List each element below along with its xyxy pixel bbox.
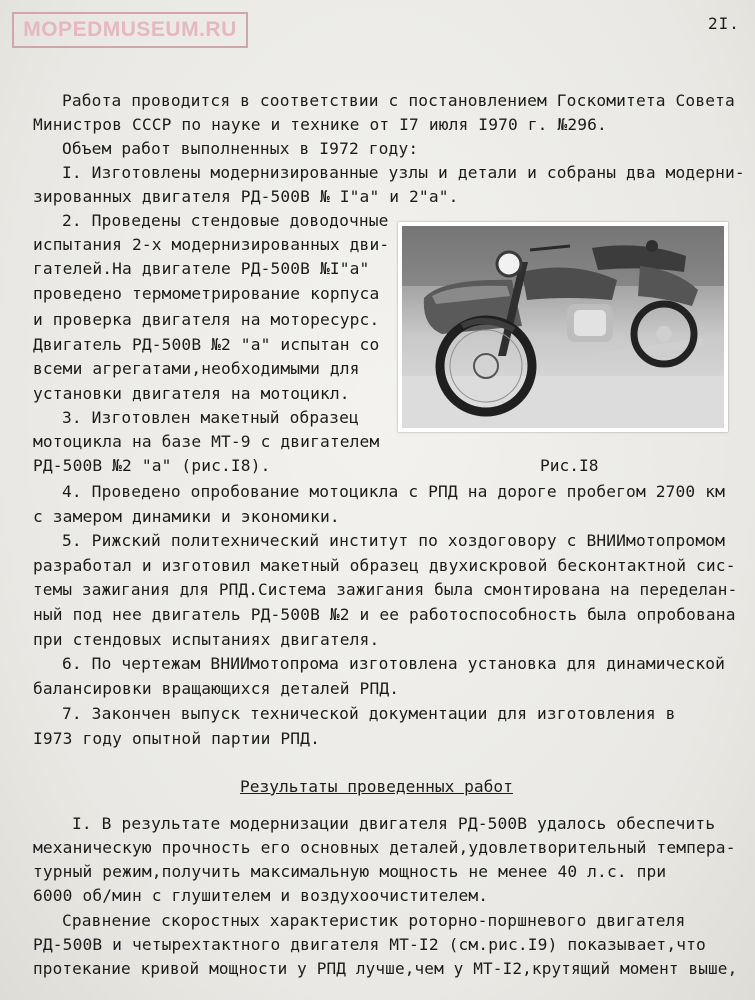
text-line: мотоцикла на базе МТ-9 с двигателем (33, 432, 380, 451)
motorcycle-sidecar-image (402, 226, 724, 428)
watermark-logo: MOPEDMUSEUM.RU (12, 12, 248, 48)
text-line: при стендовых испытаниях двигателя. (33, 630, 380, 649)
text-line: протекание кривой мощности у РПД лучше,чем у МТ-I2,крутящий момент выше, (33, 959, 738, 978)
text-line: разработал и изготовил макетный образец двухискровой бесконтактной сис- (33, 556, 736, 575)
text-line: Сравнение скоростных характеристик роторно-поршневого двигателя (62, 911, 686, 930)
text-line: 5. Рижский политехнический институт по хоздоговору с ВНИИмотопромом (62, 531, 726, 550)
text-line: Министров СССР по науке и технике от I7 июля I970 г. №296. (33, 115, 607, 134)
text-line: 7. Закончен выпуск технической документации для изготовления в (62, 704, 676, 723)
text-line: балансировки вращающихся деталей РПД. (33, 679, 400, 698)
text-line: 6. По чертежам ВНИИмотопрома изготовлена установка для динамической (62, 654, 726, 673)
text-line: гателей.На двигателе РД-500В №I"а" (33, 259, 370, 278)
text-line: испытания 2-х модернизированных дви- (33, 235, 390, 254)
motorcycle-photo (398, 222, 728, 432)
text-line: и проверка двигателя на моторесурс. (33, 310, 380, 329)
page-number: 2I. (708, 14, 740, 33)
text-line: турный режим,получить максимальную мощность не менее 40 л.с. при (33, 862, 667, 881)
text-line: 6000 об/мин с глушителем и воздухоочистителем. (33, 886, 489, 905)
text-line: 2. Проведены стендовые доводочные (62, 211, 389, 230)
figure-caption: Рис.I8 (540, 456, 599, 475)
text-line: I. В результате модернизации двигателя РД-500В удалось обеспечить (72, 814, 716, 833)
text-line: РД-500В №2 "а" (рис.I8). (33, 456, 271, 475)
text-line: 3. Изготовлен макетный образец (62, 408, 359, 427)
text-line: Двигатель РД-500В №2 "а" испытан со (33, 335, 380, 354)
text-line: Работа проводится в соответствии с постановлением Госкомитета Совета (62, 91, 735, 110)
text-line: установки двигателя на мотоцикл. (33, 384, 350, 403)
text-line: Объем работ выполненных в I972 году: (62, 139, 419, 158)
text-line: ный под нее двигатель РД-500В №2 и ее работоспособность была опробована (33, 605, 736, 624)
text-line: проведено термометрирование корпуса (33, 284, 380, 303)
section-heading: Результаты проведенных работ (240, 777, 513, 796)
text-line: I. Изготовлены модернизированные узлы и детали и собраны два модерни- (62, 163, 745, 182)
text-line: с замером динамики и экономики. (33, 507, 340, 526)
text-line: I973 году опытной партии РПД. (33, 729, 320, 748)
text-line: 4. Проведено опробование мотоцикла с РПД на дороге пробегом 2700 км (62, 482, 726, 501)
text-line: механическую прочность его основных деталей,удовлетворительный темпера- (33, 838, 736, 857)
text-line: всеми агрегатами,необходимыми для (33, 359, 360, 378)
text-line: темы зажигания для РПД.Система зажигания была смонтирована на переделан- (33, 580, 738, 599)
text-line: РД-500В и четырехтактного двигателя МТ-I2 (см.рис.I9) показывает,что (33, 935, 706, 954)
text-line: зированных двигателя РД-500В № I"а" и 2"а". (33, 187, 459, 206)
